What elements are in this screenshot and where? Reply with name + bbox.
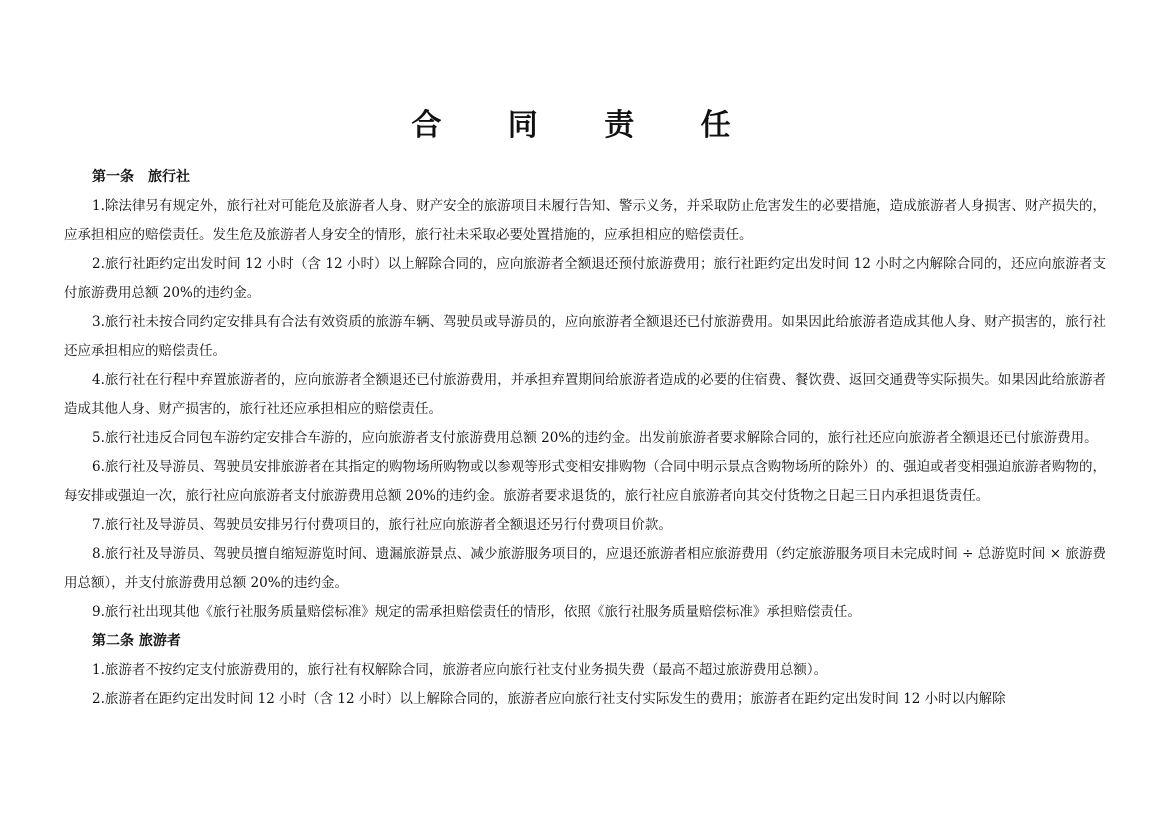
clause-paragraph: 7.旅行社及导游员、驾驶员安排另行付费项目的，旅行社应向旅游者全额退还另行付费项目价款。	[92, 517, 672, 533]
clause-paragraph: 6.旅行社及导游员、驾驶员安排旅游者在其指定的购物场所购物或以参观等形式变相安排购物（合同中明示景点含购物场所的除外）的、强迫或者变相强迫旅游者购物的，每安排或强迫一次，旅行社应向旅游者支付旅游费用总额 20%的违约金。旅游者要求退货的，旅行社应自旅游者向其交付货物之日起三日内承担退货责任。	[64, 459, 1106, 504]
page-title: 合 同 责 任	[411, 108, 759, 143]
contract-body	[64, 163, 1106, 714]
clause-paragraph: 2.旅行社距约定出发时间 12 小时（含 12 小时）以上解除合同的，应向旅游者全额退还预付旅游费用；旅行社距约定出发时间 12 小时之内解除合同的，还应向旅游者支付旅游费用总额 20%的违约金。	[64, 256, 1106, 301]
section-heading-tourist: 第二条 旅游者	[92, 633, 181, 649]
clause-paragraph: 2.旅游者在距约定出发时间 12 小时（含 12 小时）以上解除合同的，旅游者应向旅行社支付实际发生的费用；旅游者在距约定出发时间 12 小时以内解除	[92, 691, 1006, 707]
clause-paragraph: 9.旅行社出现其他《旅行社服务质量赔偿标准》规定的需承担赔偿责任的情形，依照《旅行社服务质量赔偿标准》承担赔偿责任。	[92, 604, 861, 620]
clause-paragraph: 3.旅行社未按合同约定安排具有合法有效资质的旅游车辆、驾驶员或导游员的，应向旅游者全额退还已付旅游费用。如果因此给旅游者造成其他人身、财产损害的，旅行社还应承担相应的赔偿责任。	[64, 314, 1106, 359]
section-heading-travel-agency: 第一条 旅行社	[92, 169, 190, 185]
clause-paragraph: 5.旅行社违反合同包车游约定安排合车游的，应向旅游者支付旅游费用总额 20%的违约金。出发前旅游者要求解除合同的，旅行社还应向旅游者全额退还已付旅游费用。	[92, 430, 1098, 446]
clause-paragraph: 4.旅行社在行程中弃置旅游者的，应向旅游者全额退还已付旅游费用，并承担弃置期间给旅游者造成的必要的住宿费、餐饮费、返回交通费等实际损失。如果因此给旅游者造成其他人身、财产损害的，旅行社还应承担相应的赔偿责任。	[64, 372, 1106, 417]
clause-paragraph: 8.旅行社及导游员、驾驶员擅自缩短游览时间、遗漏旅游景点、减少旅游服务项目的，应退还旅游者相应旅游费用（约定旅游服务项目未完成时间 ÷ 总游览时间 × 旅游费用总额），并支付旅游费用总额 20%的违约金。	[64, 546, 1106, 591]
clause-paragraph: 1.旅游者不按约定支付旅游费用的，旅行社有权解除合同，旅游者应向旅行社支付业务损失费（最高不超过旅游费用总额）。	[92, 662, 828, 678]
clause-paragraph: 1.除法律另有规定外，旅行社对可能危及旅游者人身、财产安全的旅游项目未履行告知、警示义务，并采取防止危害发生的必要措施，造成旅游者人身损害、财产损失的，应承担相应的赔偿责任。发生危及旅游者人身安全的情形，旅行社未采取必要处置措施的，应承担相应的赔偿责任。	[64, 198, 1106, 243]
